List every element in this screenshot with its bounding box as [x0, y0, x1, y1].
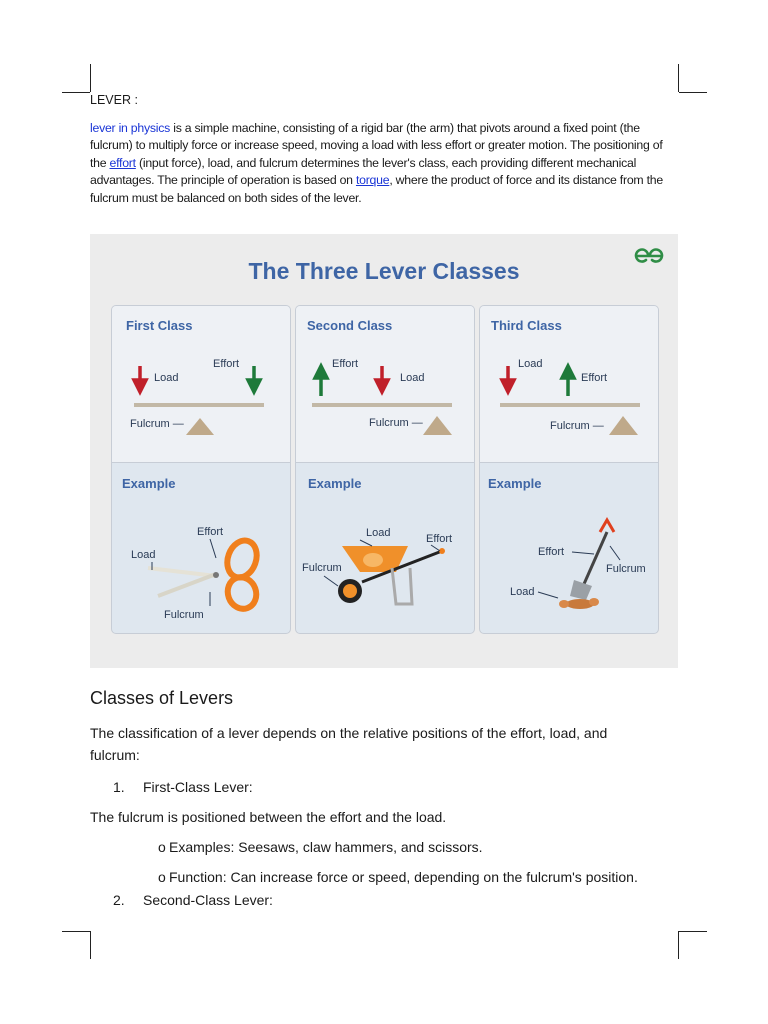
bullet-text: Function: Can increase force or speed, depending on the fulcrum's position.	[169, 869, 638, 885]
load-arrow-icon	[376, 366, 388, 392]
crop-mark	[679, 92, 707, 93]
crop-mark	[90, 64, 91, 92]
third-class-title: Third Class	[491, 318, 562, 333]
crop-mark	[90, 931, 91, 959]
effort-label: Effort	[213, 358, 240, 370]
document-heading: LEVER :	[90, 93, 138, 107]
third-class-card	[479, 305, 659, 634]
fulcrum-label: Fulcrum —	[130, 418, 184, 430]
first-class-title: First Class	[126, 318, 193, 333]
first-class-description: The fulcrum is positioned between the effort and the load.	[90, 809, 447, 825]
list-item-label: First-Class Lever:	[143, 779, 253, 795]
list-item-label: Second-Class Lever:	[143, 892, 273, 908]
section-heading: Classes of Levers	[90, 688, 234, 708]
crop-mark	[678, 64, 679, 92]
example-load-label: Load	[366, 527, 391, 539]
intro-text: is a simple machine, consisting of a rigid bar (the arm) that pivots around a fixed point (the fulcrum) to multiply force or increase speed, moving a load with less effort or greater motion. The positioning of the	[90, 121, 663, 170]
lever-bar	[134, 403, 264, 407]
fulcrum-label: Fulcrum —	[369, 417, 423, 429]
list-item-number: 1.	[113, 779, 125, 795]
intro-text: (input force), load, and fulcrum determines the lever's class, each providing different mechanical advantages. The principle of operation is based on	[90, 155, 637, 188]
intro-text: , where the product of force and its distance from the fulcrum must be balanced on both sides of the lever.	[90, 173, 663, 205]
example-load-label: Load	[510, 586, 535, 598]
example-fulcrum-label: Fulcrum	[164, 609, 204, 621]
section-paragraph: The classification of a lever depends on the relative positions of the effort, load, and fulcrum:	[90, 725, 608, 763]
effort-label: Effort	[332, 358, 359, 370]
third-class-diagram	[480, 306, 658, 633]
effort-link[interactable]: effort	[109, 155, 136, 170]
example-title: Example	[122, 476, 176, 491]
first-class-diagram	[112, 306, 290, 633]
example-effort-label: Effort	[197, 526, 224, 538]
intro-lead: lever in physics	[90, 121, 171, 135]
example-effort-label: Effort	[538, 546, 565, 558]
intro-paragraph	[90, 120, 670, 207]
lever-classes-figure	[90, 234, 678, 668]
effort-arrow-icon	[315, 366, 327, 396]
example-title: Example	[308, 476, 362, 491]
load-label: Load	[154, 372, 179, 384]
example-fulcrum-label: Fulcrum	[606, 563, 646, 575]
effort-arrow-icon	[248, 366, 260, 392]
load-label: Load	[518, 358, 543, 370]
crop-mark	[62, 92, 90, 93]
wheelbarrow-icon	[338, 546, 445, 604]
effort-arrow-icon	[562, 366, 574, 396]
example-fulcrum-label: Fulcrum	[302, 562, 342, 574]
example-title: Example	[488, 476, 542, 491]
fulcrum-triangle	[609, 416, 638, 435]
scissors-icon	[148, 536, 262, 612]
bullet-text: Examples: Seesaws, claw hammers, and scissors.	[169, 839, 483, 855]
crop-mark	[62, 931, 90, 932]
effort-label: Effort	[581, 372, 608, 384]
load-arrow-icon	[502, 366, 514, 392]
fulcrum-triangle	[186, 418, 214, 435]
list-item-number: 2.	[113, 892, 125, 908]
second-class-diagram	[296, 306, 474, 633]
bullet-marker: o	[158, 869, 166, 885]
second-class-title: Second Class	[307, 318, 393, 333]
load-arrow-icon	[134, 366, 146, 392]
second-class-card	[295, 305, 475, 634]
geeksforgeeks-logo-icon	[634, 246, 664, 266]
figure-title: The Three Lever Classes	[248, 258, 520, 284]
example-load-label: Load	[131, 549, 156, 561]
bullet-marker: o	[158, 839, 166, 855]
fulcrum-label: Fulcrum —	[550, 420, 604, 432]
load-label: Load	[400, 372, 425, 384]
torque-link[interactable]: torque	[355, 173, 390, 188]
lever-bar	[312, 403, 452, 407]
example-effort-label: Effort	[426, 533, 453, 545]
crop-mark	[678, 931, 679, 959]
first-class-card	[111, 305, 291, 634]
crop-mark	[679, 931, 707, 932]
fulcrum-triangle	[423, 416, 452, 435]
lever-bar	[500, 403, 640, 407]
